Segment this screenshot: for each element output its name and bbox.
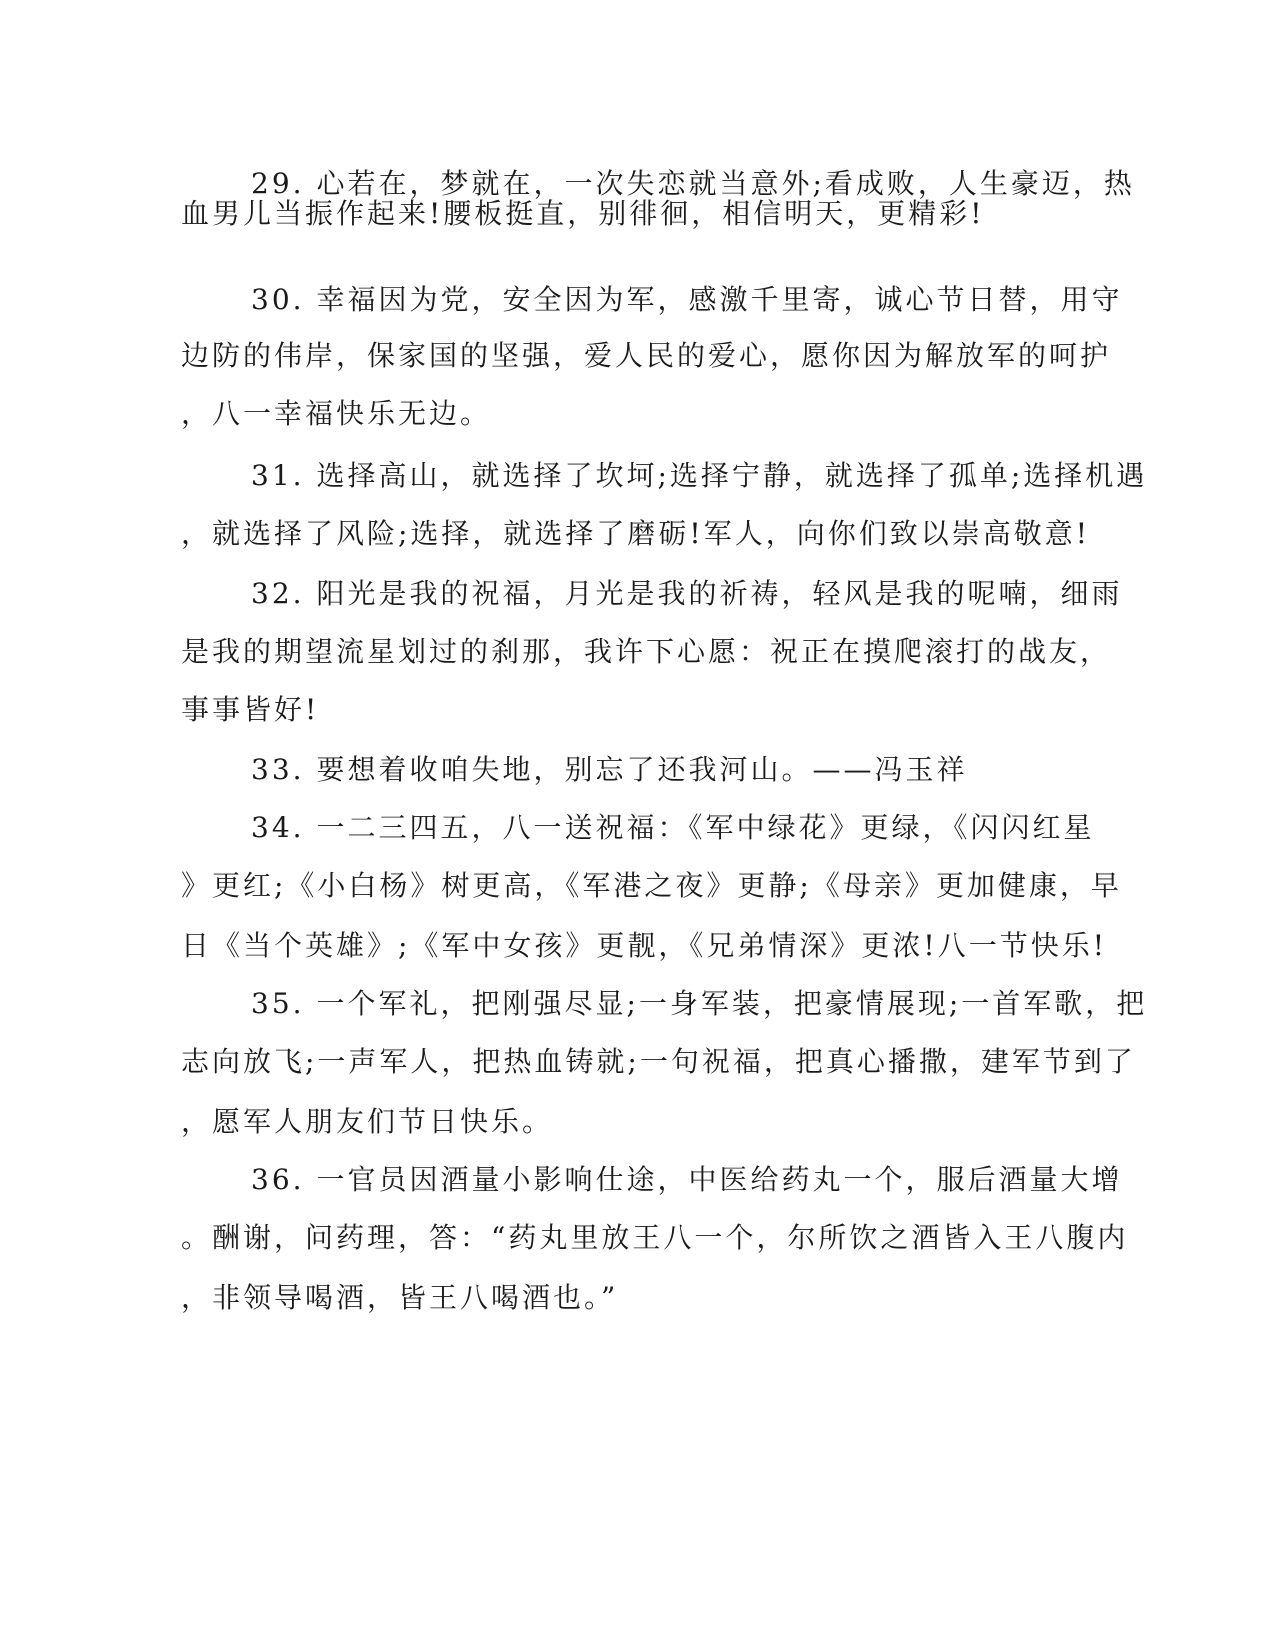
paragraph-line: 边防的伟岸，保家国的坚强，爱人民的爱心，愿你因为解放军的呵护: [181, 339, 1112, 372]
paragraph-line: 血男儿当振作起来!腰板挺直，别徘徊，相信明天，更精彩!: [181, 197, 985, 230]
paragraph-number: 33.: [251, 753, 305, 786]
paragraph-text: 一官员因酒量小影响仕途，中医给药丸一个，服后酒量大增: [316, 1163, 1123, 1196]
paragraph-text: 一二三四五，八一送祝福：《军中绿花》更绿，《闪闪红星: [316, 811, 1095, 844]
paragraph-line: ，八一幸福快乐无边。: [181, 397, 492, 430]
paragraph-line: [251, 282, 1122, 318]
paragraph-line: [251, 752, 967, 788]
paragraph-line: 。酬谢，问药理，答：“药丸里放王八一个，尔所饮之酒皆入王八腹内: [181, 1221, 1129, 1254]
paragraph-number: 36.: [251, 1163, 305, 1196]
paragraph-line: ，非领导喝酒，皆王八喝酒也。”: [181, 1281, 619, 1314]
paragraph-line: 事事皆好!: [181, 693, 320, 726]
paragraph-line: ，愿军人朋友们节日快乐。: [181, 1105, 554, 1138]
paragraph-text: 选择高山，就选择了坎坷;选择宁静，就选择了孤单;选择机遇: [316, 459, 1148, 492]
paragraph-line: [251, 458, 1147, 494]
paragraph-line: [251, 1162, 1122, 1198]
paragraph-line: 是我的期望流星划过的刹那，我许下心愿：祝正在摸爬滚打的战友，: [181, 635, 1112, 668]
paragraph-line: 日《当个英雄》;《军中女孩》更靓，《兄弟情深》更浓!八一节快乐!: [181, 929, 1107, 962]
paragraph-text: 一个军礼，把刚强尽显;一身军装，把豪情展现;一首军歌，把: [316, 987, 1148, 1020]
paragraph-line: 志向放飞;一声军人，把热血铸就;一句祝福，把真心播撒，建军节到了: [181, 1045, 1136, 1078]
paragraph-number: 30.: [251, 283, 305, 316]
paragraph-line: [251, 986, 1147, 1022]
paragraph-number: 34.: [251, 811, 305, 844]
paragraph-number: 32.: [251, 577, 305, 610]
paragraph-line: [251, 576, 1122, 612]
paragraph-text: 心若在，梦就在，一次失恋就当意外;看成败，人生豪迈，热: [316, 167, 1135, 200]
paragraph-line: 》更红;《小白杨》树更高，《军港之夜》更静;《母亲》更加健康，早: [181, 869, 1122, 902]
paragraph-text: 阳光是我的祝福，月光是我的祈祷，轻风是我的呢喃，细雨: [316, 577, 1123, 610]
paragraph-number: 35.: [251, 987, 305, 1020]
paragraph-number: 29.: [251, 167, 305, 200]
paragraph-number: 31.: [251, 459, 305, 492]
paragraph-text: 要想着收咱失地，别忘了还我河山。——冯玉祥: [316, 753, 968, 786]
paragraph-line: ，就选择了风险;选择，就选择了磨砺!军人，向你们致以崇高敬意!: [181, 517, 1090, 550]
paragraph-line: [251, 810, 1094, 846]
paragraph-text: 幸福因为党，安全因为军，感激千里寄，诚心节日替，用守: [316, 283, 1123, 316]
